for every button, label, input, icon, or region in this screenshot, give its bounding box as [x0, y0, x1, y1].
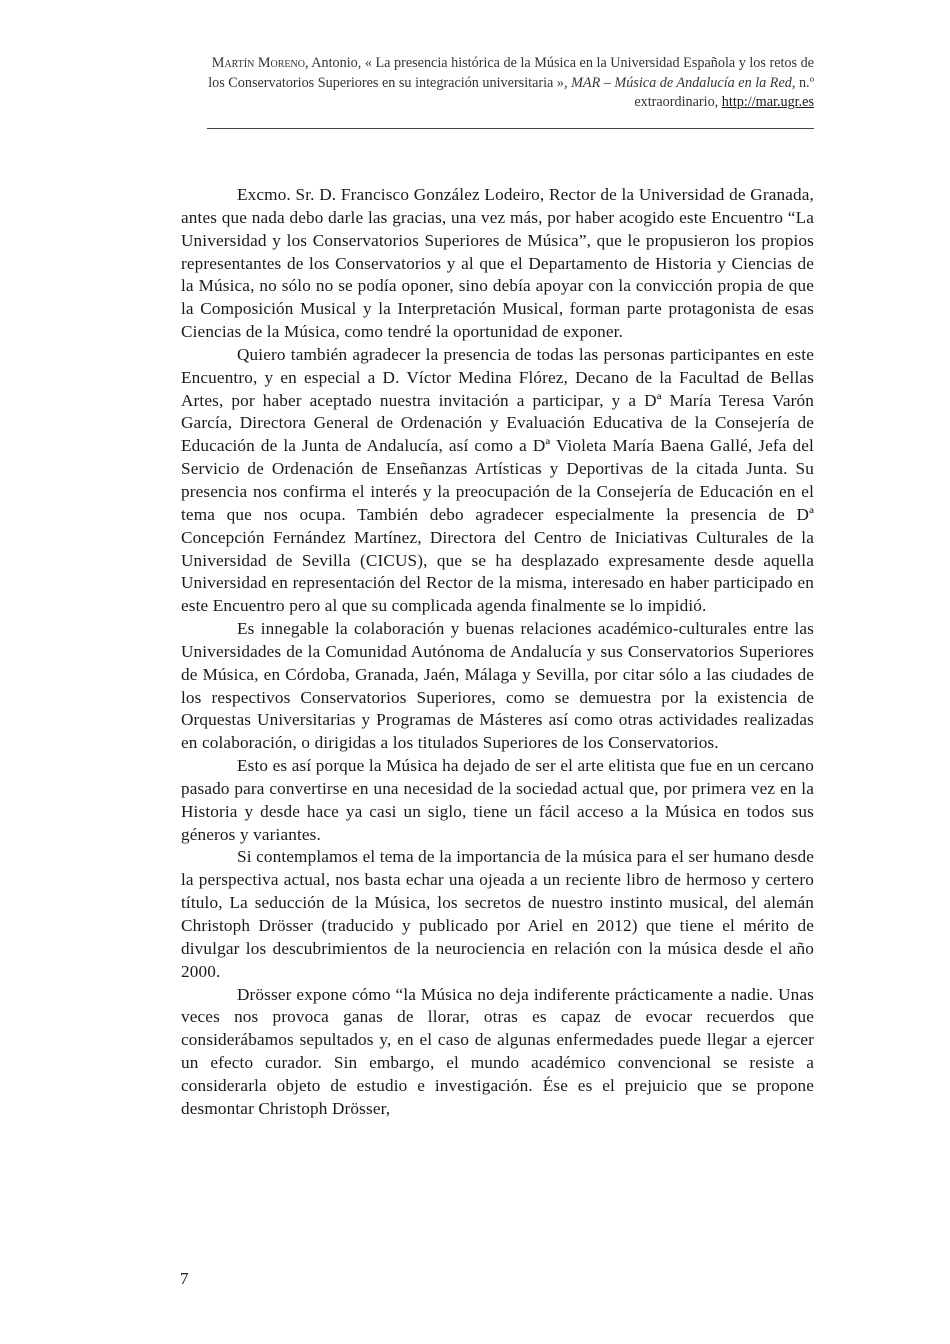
header-divider [207, 128, 814, 129]
paragraph: Quiero también agradecer la presencia de todas las personas participantes en este Encuentro, y en especial a D. Víctor Medina Flórez, Decano de la Facultad de Bellas Artes, por haber aceptado nuestra invitación a participar, y a Dª María Teresa Varón García, Directora General de Ordenación y Evaluación Educativa de la Consejería de Educación de la Junta de Andalucía, así como a Dª Violeta María Baena Gallé, Jefa del Servicio de Ordenación de Enseñanzas Artísticas y Deportivas de la citada Junta. Su presencia nos confirma el interés y la preocupación de la Consejería de Educación en el tema que nos ocupa. También debo agradecer especialmente la presencia de Dª Concepción Fernández Martínez, Directora del Centro de Iniciativas Culturales de la Universidad de Sevilla (CICUS), que se ha desplazado expresamente desde aquella Universidad en representación del Rector de la misma, interesado en haber participado en este Encuentro pero al que su complicada agenda finalmente se lo impidió. [181, 344, 814, 616]
header-citation: , Antonio, « La presencia histórica de la Música en la Universidad Española y los retos de los Conservatorios Superiores en su integración universitaria », [208, 55, 814, 91]
header-author-surname: Martín Moreno [211, 55, 305, 71]
page-number: 7 [180, 1269, 189, 1288]
header-issue: , n.º extraordinario, [634, 74, 814, 110]
header-journal-title: MAR – Música de Andalucía en la Red [571, 74, 792, 91]
paragraph: Si contemplamos el tema de la importancia de la música para el ser humano desde la perspectiva actual, nos basta echar una ojeada a un reciente libro de hermoso y certero título, La seducción de la Música, los secretos de nuestro instinto musical, del alemán Christoph Drösser (traducido y publicado por Ariel en 2012) que tiene el mérito de divulgar los descubrimientos de la neurociencia en relación con la música desde el año 2000. [181, 847, 814, 981]
paragraph: Esto es así porque la Música ha dejado de ser el arte elitista que fue en un cercano pasado para convertirse en una necesidad de la sociedad actual que, por primera vez en la Historia y desde hace ya casi un siglo, tiene un fácil acceso a la Música en todos sus géneros y variantes. [181, 756, 814, 844]
paragraph: Excmo. Sr. D. Francisco González Lodeiro, Rector de la Universidad de Granada, antes que nada debo darle las gracias, una vez más, por haber acogido este Encuentro “La Universidad y los Conservatorios Superiores de Música”, que le propusieron los propios representantes de los Conservatorios y al que el Departamento de Historia y Ciencias de la Música, no sólo no se podía oponer, sino debía apoyar con la convicción propia de que la Composición Musical y la Interpretación Musical, forman parte protagonista de esas Ciencias de la Música, como tendré la oportunidad de exponer. [181, 185, 814, 342]
header-journal-link[interactable]: http://mar.ugr.es [721, 94, 814, 110]
paragraph: Drösser expone cómo “la Música no deja indiferente prácticamente a nadie. Unas veces nos provoca ganas de llorar, otras es capaz de evocar recuerdos que considerábamos sepultados y, en el caso de algunas enfermedades puede llegar a ejercer un efecto curador. Sin embargo, el mundo académico convencional se resiste a considerarla objeto de estudio e investigación. Ése es el prejuicio que se propone desmontar Christoph Drösser, [181, 984, 814, 1118]
paragraph: Es innegable la colaboración y buenas relaciones académico-culturales entre las Universidades de la Comunidad Autónoma de Andalucía y sus Conservatorios Superiores de Música, en Córdoba, Granada, Jaén, Málaga y Sevilla, por citar sólo a las ciudades de los respectivos Conservatorios Superiores, como se demuestra por la existencia de Orquestas Universitarias y Programas de Másteres así como otras actividades realizadas en colaboración, o dirigidas a los titulados Superiores de los Conservatorios. [181, 619, 814, 753]
running-header [200, 54, 814, 113]
article-body [181, 184, 814, 1121]
